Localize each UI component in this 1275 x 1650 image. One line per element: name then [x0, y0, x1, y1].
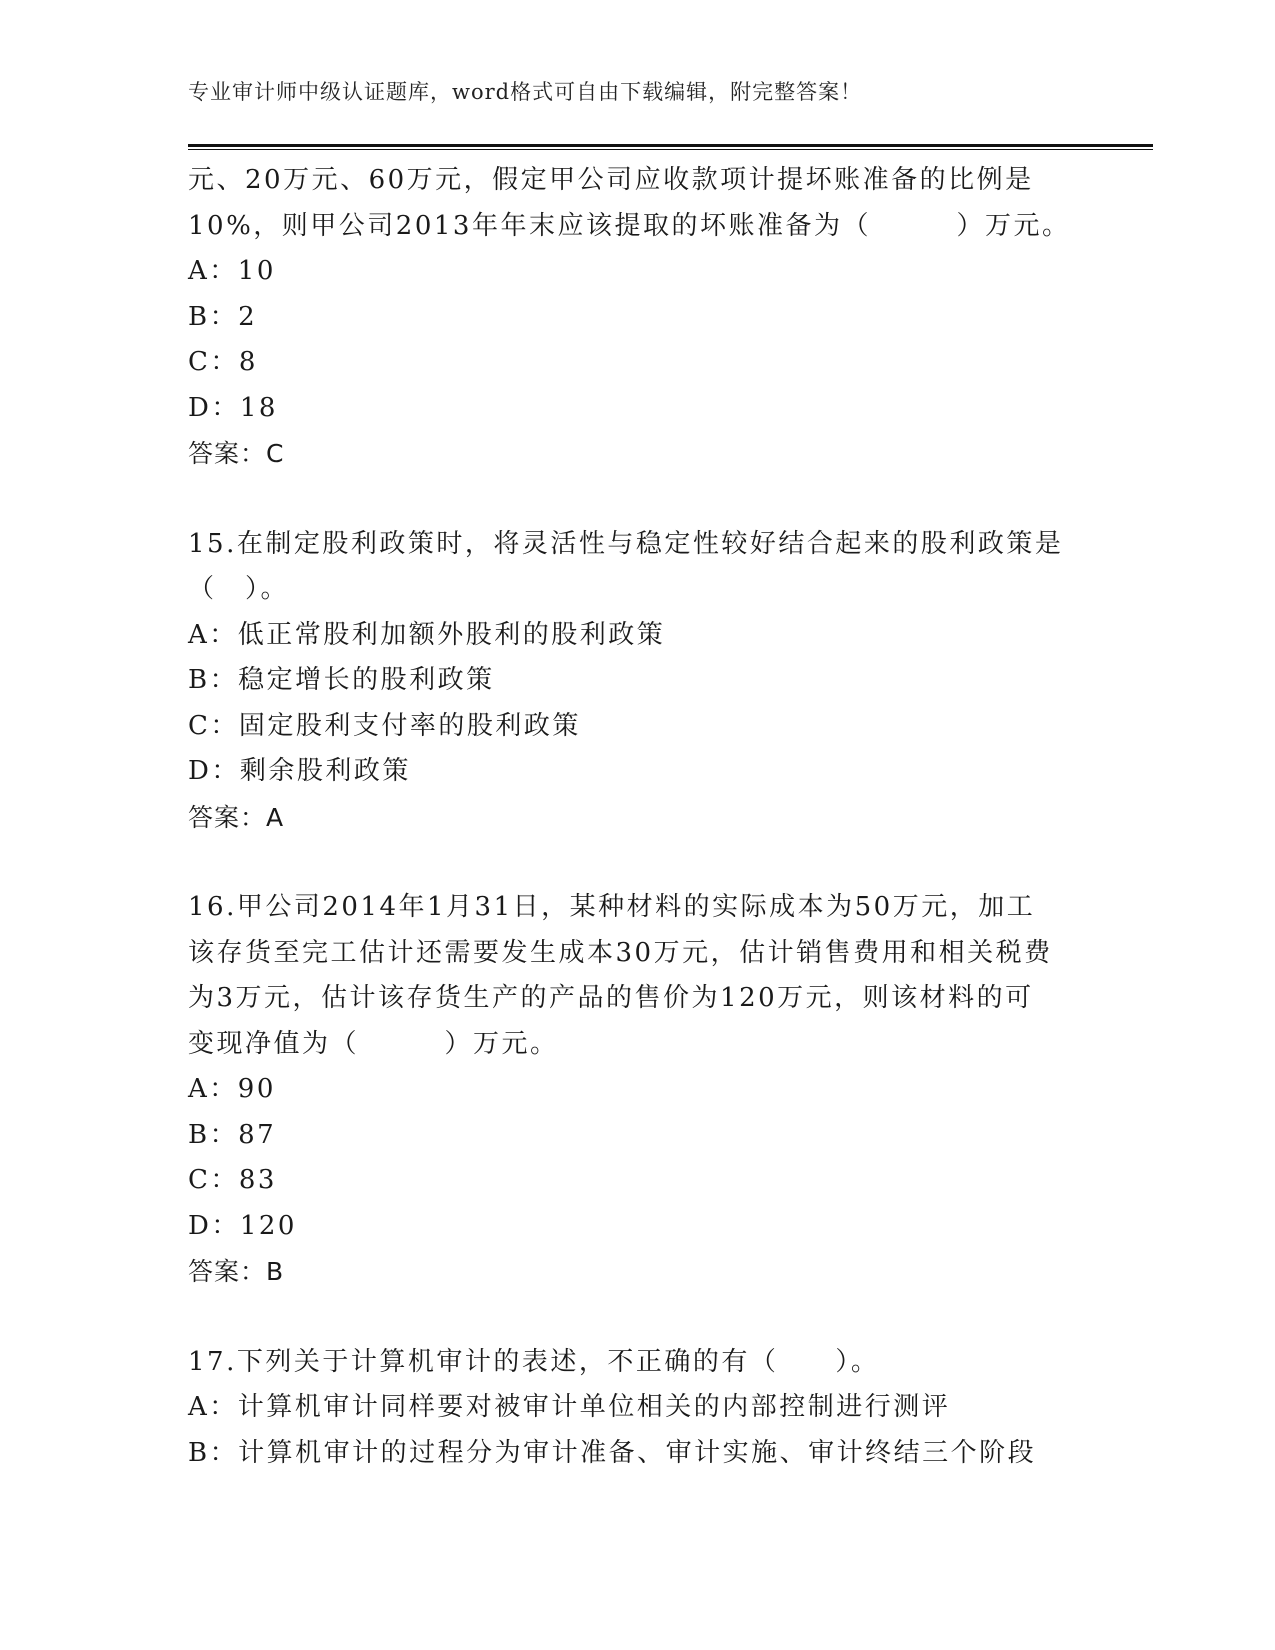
question-text-line: 16.甲公司2014年1月31日，某种材料的实际成本为50万元，加工 [188, 892, 1036, 922]
question-text-line: 该存货至完工估计还需要发生成本30万元，估计销售费用和相关税费 [188, 937, 1053, 968]
question-14 [188, 158, 1071, 477]
question-text-line: （ ）。 [188, 574, 290, 604]
option-a: A：90 [188, 1074, 276, 1104]
answer-line: 答案：A [188, 802, 285, 832]
question-text-line: 17.下列关于计算机审计的表述，不正确的有（ ）。 [188, 1346, 880, 1377]
option-c: C：8 [188, 347, 258, 377]
spacer [188, 1295, 1058, 1340]
question-16 [188, 885, 1058, 1295]
question-15 [188, 522, 1064, 841]
page-header: 专业审计师中级认证题库，word格式可自由下载编辑，附完整答案！ [188, 80, 863, 104]
spacer [188, 477, 1058, 522]
question-text-line: 10%，则甲公司2013年年末应该提取的坏账准备为（ ）万元。 [188, 210, 1071, 241]
header-rule-thick [188, 144, 1153, 147]
spacer [188, 840, 1058, 885]
option-a: A：低正常股利加额外股利的股利政策 [188, 619, 666, 650]
option-c: C：83 [188, 1165, 277, 1195]
question-content [188, 158, 1071, 1476]
option-c: C：固定股利支付率的股利政策 [188, 710, 581, 741]
option-b: B：计算机审计的过程分为审计准备、审计实施、审计终结三个阶段 [188, 1437, 1037, 1468]
document-page [188, 0, 1148, 1650]
question-17 [188, 1340, 1058, 1477]
option-a: A：计算机审计同样要对被审计单位相关的内部控制进行测评 [188, 1392, 951, 1422]
question-text-line: 变现净值为（ ）万元。 [188, 1028, 559, 1059]
question-text-line: 为3万元，估计该存货生产的产品的售价为120万元，则该材料的可 [188, 983, 1034, 1013]
header-rule-thin [188, 149, 1153, 150]
option-d: D：剩余股利政策 [188, 756, 411, 786]
option-b: B：87 [188, 1119, 277, 1150]
answer-line: 答案：C [188, 439, 285, 468]
option-d: D：120 [188, 1210, 297, 1241]
option-d: D：18 [188, 392, 278, 423]
option-b: B：2 [188, 301, 258, 332]
option-a: A：10 [188, 256, 276, 286]
question-text-line: 15.在制定股利政策时，将灵活性与稳定性较好结合起来的股利政策是 [188, 528, 1064, 559]
answer-line: 答案：B [188, 1257, 285, 1286]
question-text-line: 元、20万元、60万元，假定甲公司应收款项计提坏账准备的比例是 [188, 165, 1034, 195]
option-b: B：稳定增长的股利政策 [188, 665, 495, 695]
